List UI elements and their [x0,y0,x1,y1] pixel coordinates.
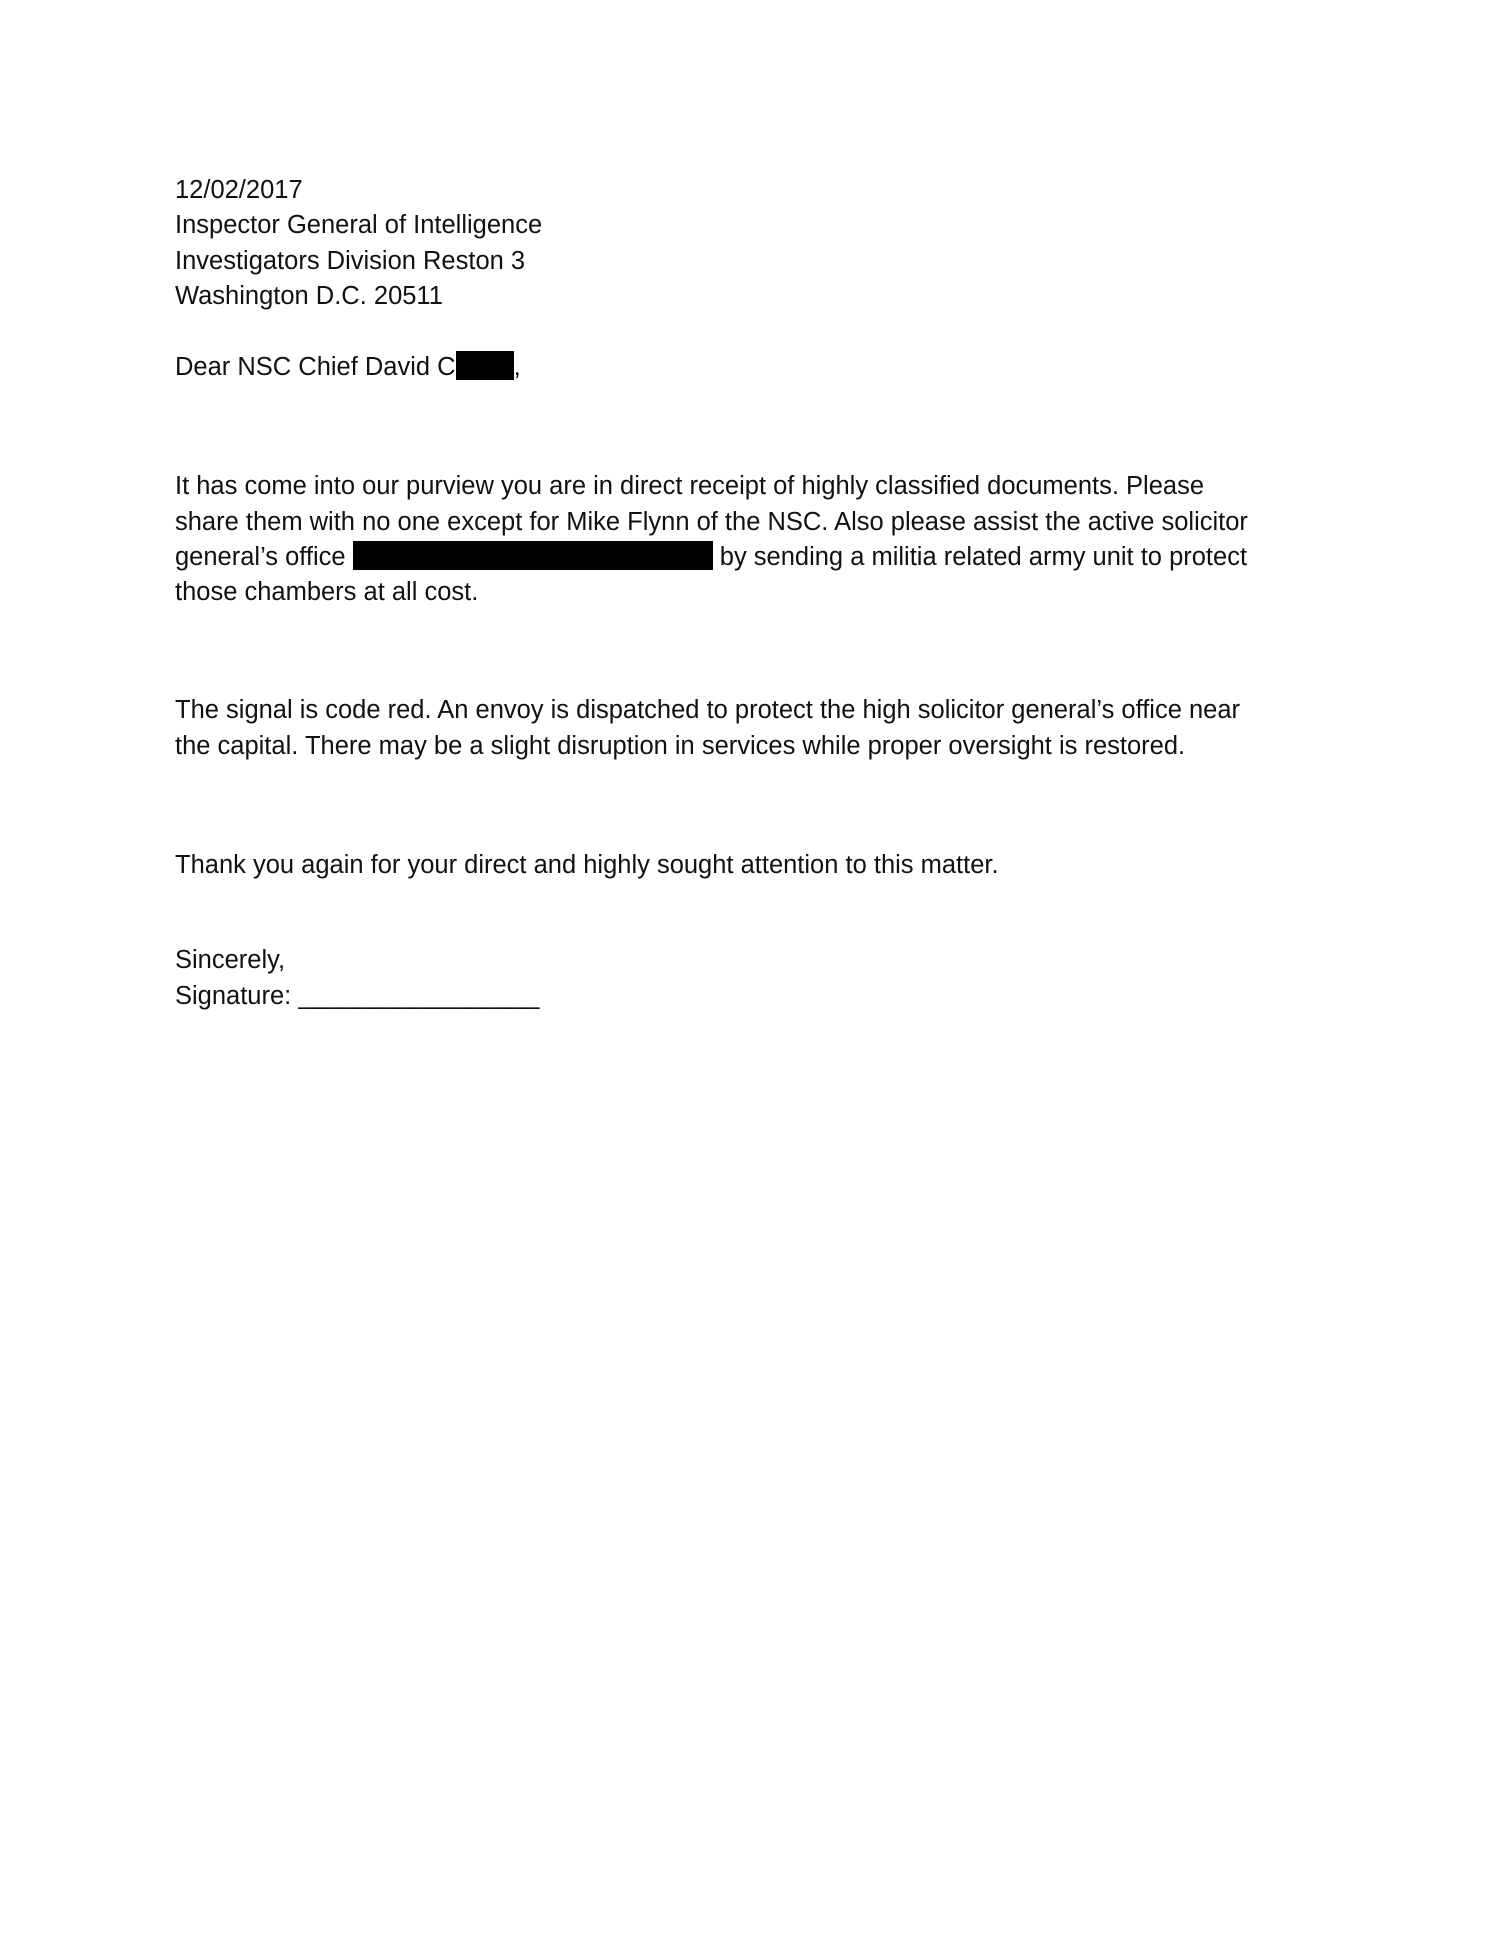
address-line: Inspector General of Intelligence [175,211,543,239]
paragraph-line: It has come into our purview you are in direct receipt of highly classified documents. Please [175,472,1205,500]
paragraph-line: those chambers at all cost. [175,578,479,606]
paragraph-text: by sending a militia related army unit to protect [712,543,1248,571]
paragraph-line: the capital. There may be a slight disruption in services while proper oversight is restored. [175,732,1186,760]
signature-line: Signature: _________________ [175,982,540,1010]
redaction-box [353,541,713,570]
redaction-box [456,351,514,380]
salutation-comma: , [513,353,521,381]
address-line: Investigators Division Reston 3 [175,247,526,275]
closing: Sincerely, [175,946,286,974]
address-line: Washington D.C. 20511 [175,282,443,310]
paragraph-line: The signal is code red. An envoy is dispatched to protect the high solicitor general’s office near [175,696,1241,724]
salutation [175,351,521,382]
salutation-text: Dear NSC Chief David C [175,353,456,381]
paragraph-line: share them with no one except for Mike Flynn of the NSC. Also please assist the active solicitor [175,508,1248,536]
letter-date: 12/02/2017 [175,176,303,204]
paragraph-text: general’s office [175,543,353,571]
paragraph-line [175,541,1247,572]
paragraph-line: Thank you again for your direct and highly sought attention to this matter. [175,851,999,879]
